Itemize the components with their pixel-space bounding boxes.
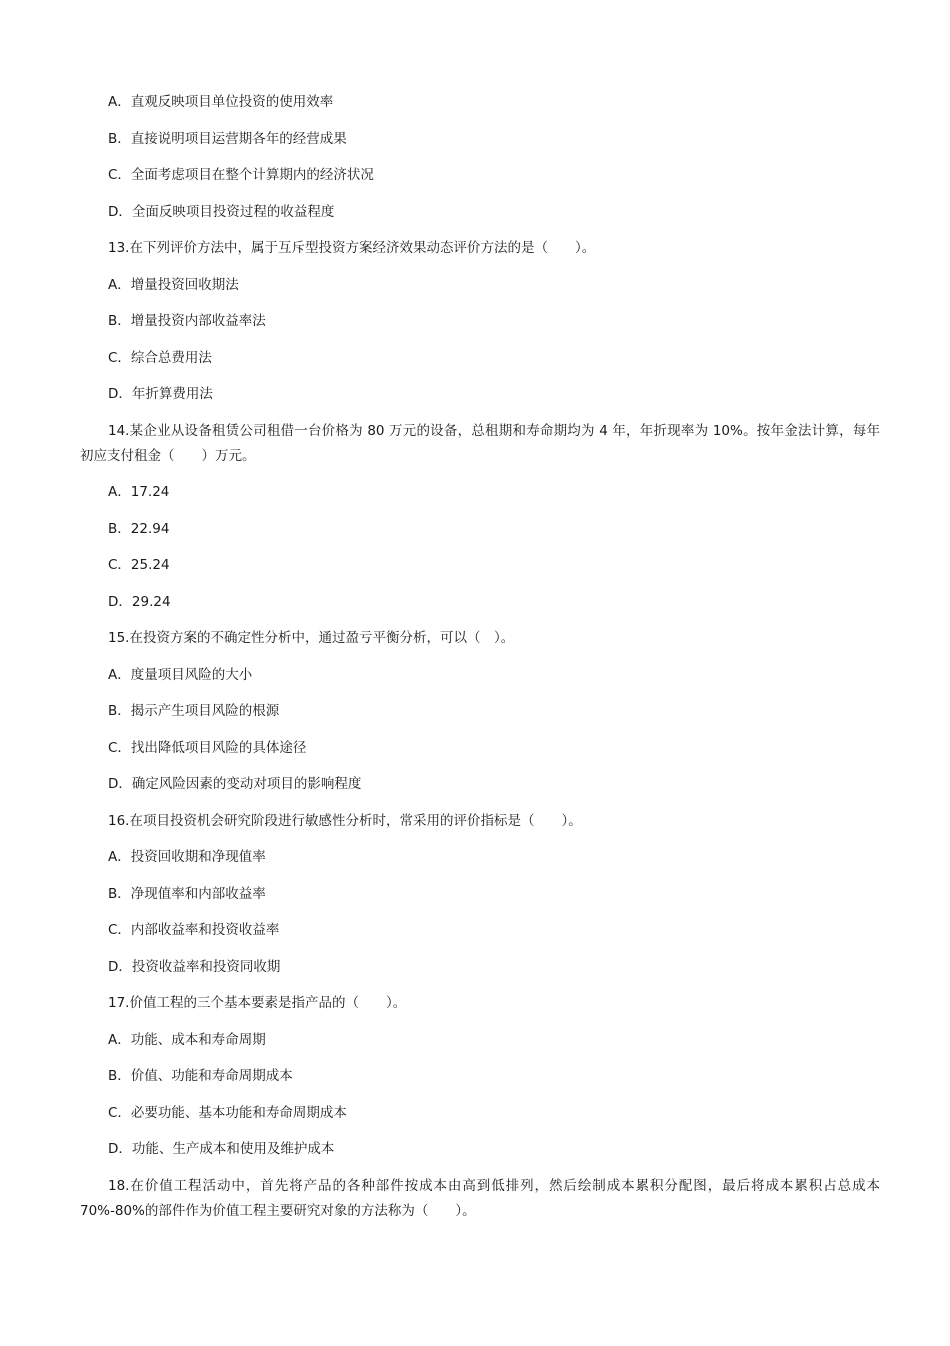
- question-17: 17.价值工程的三个基本要素是指产品的（ ）。: [108, 995, 407, 1011]
- question-15: 15.在投资方案的不确定性分析中，通过盈亏平衡分析，可以（ ）。: [108, 630, 515, 646]
- option-14d: D．29.24: [108, 594, 171, 610]
- option-17d: D．功能、生产成本和使用及维护成本: [108, 1141, 335, 1157]
- option-15d: D．确定风险因素的变动对项目的影响程度: [108, 776, 362, 792]
- option-17c: C．必要功能、基本功能和寿命周期成本: [108, 1105, 347, 1121]
- option-16d: D．投资收益率和投资同收期: [108, 959, 281, 975]
- option-16a: A．投资回收期和净现值率: [108, 849, 266, 865]
- question-14: 14.某企业从设备租赁公司租借一台价格为 80 万元的设备，总租期和寿命期均为 4 年，年折现率为 10%。按年金法计算，每年初应支付租金（ ）万元。: [80, 423, 880, 464]
- option-17b: B．价值、功能和寿命周期成本: [108, 1068, 293, 1084]
- option-13a: A．增量投资回收期法: [108, 277, 239, 293]
- option-12a: A．直观反映项目单位投资的使用效率: [108, 94, 334, 110]
- option-14a: A．17.24: [108, 484, 170, 500]
- question-18: 18.在价值工程活动中，首先将产品的各种部件按成本由高到低排列，然后绘制成本累积分配图，最后将成本累积占总成本 70%-80%的部件作为价值工程主要研究对象的方法称为（ ）。: [80, 1178, 880, 1219]
- option-12d: D．全面反映项目投资过程的收益程度: [108, 204, 335, 220]
- option-15a: A．度量项目风险的大小: [108, 667, 253, 683]
- option-14b: B．22.94: [108, 521, 170, 537]
- option-15c: C．找出降低项目风险的具体途径: [108, 740, 307, 756]
- option-13d: D．年折算费用法: [108, 386, 213, 402]
- question-13: 13.在下列评价方法中，属于互斥型投资方案经济效果动态评价方法的是（ ）。: [108, 240, 596, 256]
- option-12c: C．全面考虑项目在整个计算期内的经济状况: [108, 167, 374, 183]
- option-12b: B．直接说明项目运营期各年的经营成果: [108, 131, 347, 147]
- option-17a: A．功能、成本和寿命周期: [108, 1032, 266, 1048]
- option-16b: B．净现值率和内部收益率: [108, 886, 266, 902]
- option-14c: C．25.24: [108, 557, 170, 573]
- question-16: 16.在项目投资机会研究阶段进行敏感性分析时，常采用的评价指标是（ ）。: [108, 813, 582, 829]
- option-13c: C．综合总费用法: [108, 350, 212, 366]
- option-13b: B．增量投资内部收益率法: [108, 313, 266, 329]
- option-15b: B．揭示产生项目风险的根源: [108, 703, 280, 719]
- option-16c: C．内部收益率和投资收益率: [108, 922, 280, 938]
